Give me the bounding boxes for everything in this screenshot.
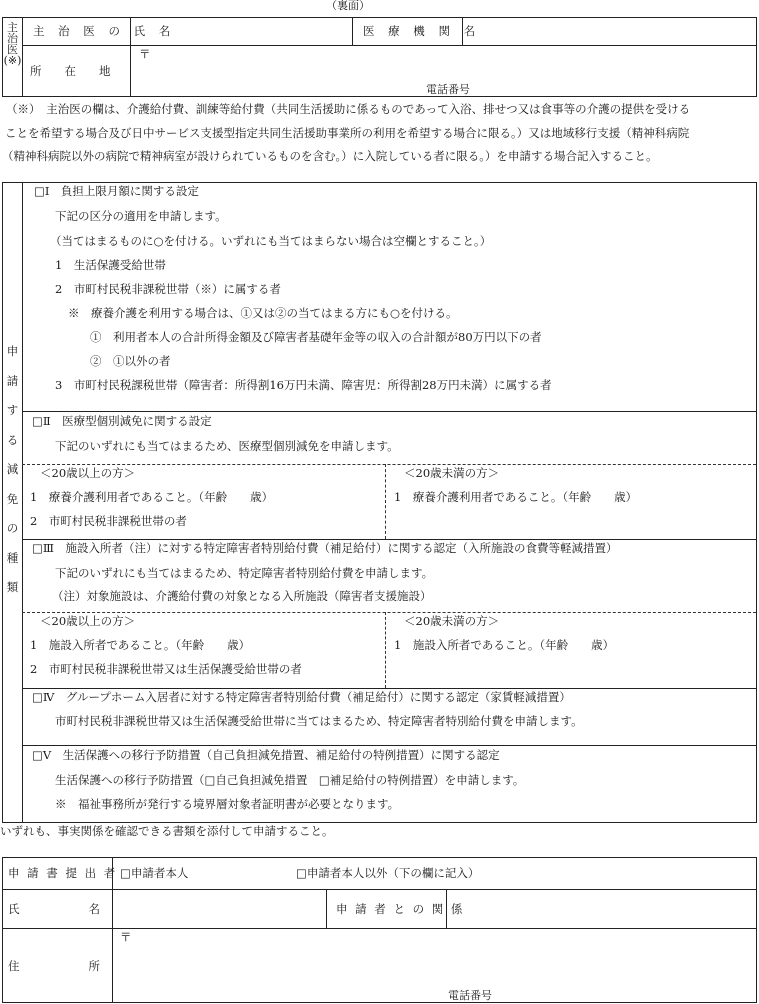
relation-field[interactable] [447,890,756,928]
section-2-left-item-1: 1 療養介護利用者であること。（年齢 歳） [30,490,274,504]
section-1-item-3[interactable]: 3 市町村民税課税世帯（障害者：所得割16万円未満、障害児：所得割28万円未満）に属する者 [55,378,552,392]
section-2-left-item-2: 2 市町村民税非課税世帯の者 [30,514,187,528]
doctor-address-label: 所 在 地 [30,64,111,78]
section-1-note: ※ 療養介護を利用する場合は、①又は②の当てはまる方にも○を付ける。 [68,306,458,320]
section-5-title[interactable]: □Ⅴ 生活保護への移行予防措置（自己負担減免措置、補足給付の特例措置）に関する認定 [32,748,500,762]
section-5-note: ※ 福祉事務所が発行する境界層対象者証明書が必要となります。 [55,797,400,811]
section-3-right-item-1: 1 施設入所者であること。（年齢 歳） [394,638,615,652]
section-1-title[interactable]: □Ⅰ 負担上限月額に関する設定 [34,184,199,198]
doctor-side-label: 主 治 医 (※) [3,21,22,67]
section-1-item-1[interactable]: 1 生活保護受給世帯 [55,258,166,272]
postal-mark: 〒 [139,47,151,61]
section-5-body: 生活保護への移行予防措置（□自己負担減免措置 □補足給付の特例措置）を申請します。 [55,773,525,787]
institution-label: 医 療 機 関 名 [363,24,481,38]
section-3-left-item-2: 2 市町村民税非課税世帯又は生活保護受給世帯の者 [30,662,302,676]
doctor-name-label: 主 治 医 の 氏 名 [33,24,176,38]
section-3-left-item-1: 1 施設入所者であること。（年齢 歳） [30,638,251,652]
section-3-intro: 下記のいずれにも当てはまるため、特定障害者特別給付費を申請します。 [55,566,434,580]
submitter-address-label: 住 所 [8,959,100,973]
relation-label: 申 請 者 と の 関 係 [336,902,465,916]
section-3-note: （注）対象施設は、介護給付費の対象となる入所施設（障害者支援施設） [52,589,432,603]
section-1-intro: 下記の区分の適用を申請します。 [55,209,227,223]
submitter-other-checkbox[interactable]: □申請者本人以外（下の欄に記入） [296,866,480,880]
section-3-left-head: ＜20歳以上の方＞ [40,614,136,628]
section-2-title[interactable]: □Ⅱ 医療型個別減免に関する設定 [32,414,212,428]
doctor-phone-label: 電話番号 [426,83,470,96]
doctor-note-line-2: ことを希望する場合及び日中サービス支援型指定共同生活援助事業所の利用を希望する場合に限る。）又は地域移行支援（精神科病院 [5,126,690,140]
section-1-sub-1[interactable]: ① 利用者本人の合計所得金額及び障害者基礎年金等の収入の合計額が80万円以下の者 [90,330,542,344]
section-1-instruction: （当てはまるものに○を付ける。いずれにも当てはまらない場合は空欄とすること。） [50,234,492,248]
section-1-sub-2[interactable]: ② ①以外の者 [90,354,171,368]
section-3-right-head: ＜20歳未満の方＞ [404,614,500,628]
section-4-title[interactable]: □Ⅳ グループホーム入居者に対する特定障害者特別給付費（補足給付）に関する認定（家賃軽減措置） [32,690,571,704]
back-side-label: （裏面） [326,0,370,12]
reduction-side-label: 申 請 す る 減 免 の 種 類 [6,344,19,594]
section-2-left-head: ＜20歳以上の方＞ [40,466,136,480]
submitter-name-field[interactable] [113,890,325,928]
submitter-postal-mark: 〒 [120,930,132,944]
attachment-note: いずれも、事実関係を確認できる書類を添付して申請すること。 [0,824,334,838]
submitter-label: 申 請 書 提 出 者 [8,866,118,880]
doctor-note-line-1: （※） 主治医の欄は、介護給付費、訓練等給付費（共同生活援助に係るものであって入浴、排せつ又は食事等の介護の提供を受ける [6,102,691,116]
section-4-body: 市町村民税非課税世帯又は生活保護受給世帯に当てはまるため、特定障害者特別給付費を申請します。 [55,714,583,728]
section-3-title[interactable]: □Ⅲ 施設入所者（注）に対する特定障害者特別給付費（補足給付）に関する認定（入所施設の食費等軽減措置） [32,541,618,555]
section-1-item-2[interactable]: 2 市町村民税非課税世帯（※）に属する者 [55,282,281,296]
section-2-intro: 下記のいずれにも当てはまるため、医療型個別減免を申請します。 [55,439,399,453]
institution-field[interactable] [463,18,756,45]
doctor-note-line-3: （精神科病院以外の病院で精神病室が設けられているものを含む。）に入院している者に限る。）を申請する場合記入すること。 [2,149,658,163]
section-2-right-item-1: 1 療養介護利用者であること。（年齢 歳） [394,490,638,504]
section-2-right-head: ＜20歳未満の方＞ [404,466,500,480]
submitter-address-field[interactable] [113,929,756,1002]
submitter-name-label: 氏 名 [8,902,100,916]
submitter-phone-label: 電話番号 [448,989,492,1002]
doctor-name-field[interactable] [131,18,351,45]
submitter-self-checkbox[interactable]: □申請者本人 [120,866,189,880]
